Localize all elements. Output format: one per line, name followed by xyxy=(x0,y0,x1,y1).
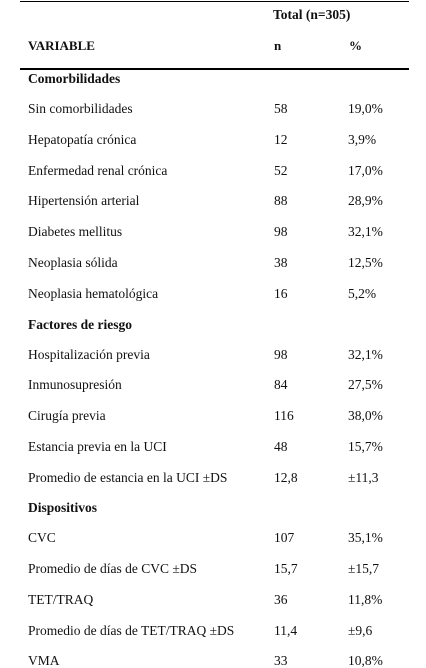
row-n: 107 xyxy=(274,530,295,545)
row-label: TET/TRAQ xyxy=(28,592,94,607)
row-percent: 5,2% xyxy=(348,286,377,301)
row-percent: 17,0% xyxy=(348,163,383,178)
row-label: Estancia previa en la UCI xyxy=(28,439,167,454)
row-label: Cirugía previa xyxy=(28,408,106,423)
row-percent: 28,9% xyxy=(348,193,383,208)
row-label: Sin comorbilidades xyxy=(28,101,133,116)
table-top-rule xyxy=(20,1,409,2)
variable-column-header: VARIABLE xyxy=(28,38,95,53)
row-percent: 32,1% xyxy=(348,224,383,239)
row-label: Diabetes mellitus xyxy=(28,224,123,239)
row-n: 33 xyxy=(274,653,288,668)
row-percent: 35,1% xyxy=(348,530,383,545)
row-n: 98 xyxy=(274,224,288,239)
row-label: Neoplasia sólida xyxy=(28,255,118,270)
row-percent: 32,1% xyxy=(348,347,383,362)
row-label: Promedio de estancia en la UCI ±DS xyxy=(28,470,228,485)
row-label: Promedio de días de TET/TRAQ ±DS xyxy=(28,623,235,638)
row-n: 15,7 xyxy=(274,561,298,576)
row-n: 116 xyxy=(274,408,294,423)
row-percent: 19,0% xyxy=(348,101,383,116)
row-percent: 10,8% xyxy=(348,653,383,668)
row-label: Hospitalización previa xyxy=(28,347,150,362)
percent-column-header: % xyxy=(349,38,362,53)
row-percent: 27,5% xyxy=(348,377,383,392)
row-n: 11,4 xyxy=(274,623,298,638)
section-title-factores-de-riesgo: Factores de riesgo xyxy=(28,317,132,332)
row-n: 84 xyxy=(274,377,288,392)
row-n: 12,8 xyxy=(274,470,298,485)
row-percent: 15,7% xyxy=(348,439,383,454)
row-percent: 11,8% xyxy=(348,592,383,607)
section-title-comorbilidades: Comorbilidades xyxy=(28,71,121,86)
row-label: CVC xyxy=(28,530,56,545)
row-percent: ±9,6 xyxy=(348,623,373,638)
row-percent: 12,5% xyxy=(348,255,383,270)
row-n: 36 xyxy=(274,592,288,607)
row-percent: ±11,3 xyxy=(348,470,379,485)
row-n: 88 xyxy=(274,193,288,208)
row-n: 98 xyxy=(274,347,288,362)
header-rule xyxy=(20,68,409,70)
row-n: 38 xyxy=(274,255,288,270)
section-title-dispositivos: Dispositivos xyxy=(28,500,98,515)
row-label: Hipertensión arterial xyxy=(28,193,140,208)
row-percent: 38,0% xyxy=(348,408,383,423)
row-n: 58 xyxy=(274,101,288,116)
row-label: Inmunosupresión xyxy=(28,377,122,392)
row-label: VMA xyxy=(28,653,60,668)
row-label: Hepatopatía crónica xyxy=(28,132,137,147)
row-label: Promedio de días de CVC ±DS xyxy=(28,561,198,576)
row-n: 12 xyxy=(274,132,288,147)
row-percent: ±15,7 xyxy=(348,561,380,576)
row-label: Enfermedad renal crónica xyxy=(28,163,168,178)
row-label: Neoplasia hematológica xyxy=(28,286,159,301)
row-n: 52 xyxy=(274,163,288,178)
row-percent: 3,9% xyxy=(348,132,377,147)
n-column-header: n xyxy=(274,38,282,53)
total-column-header: Total (n=305) xyxy=(273,7,351,22)
row-n: 48 xyxy=(274,439,288,454)
row-n: 16 xyxy=(274,286,288,301)
